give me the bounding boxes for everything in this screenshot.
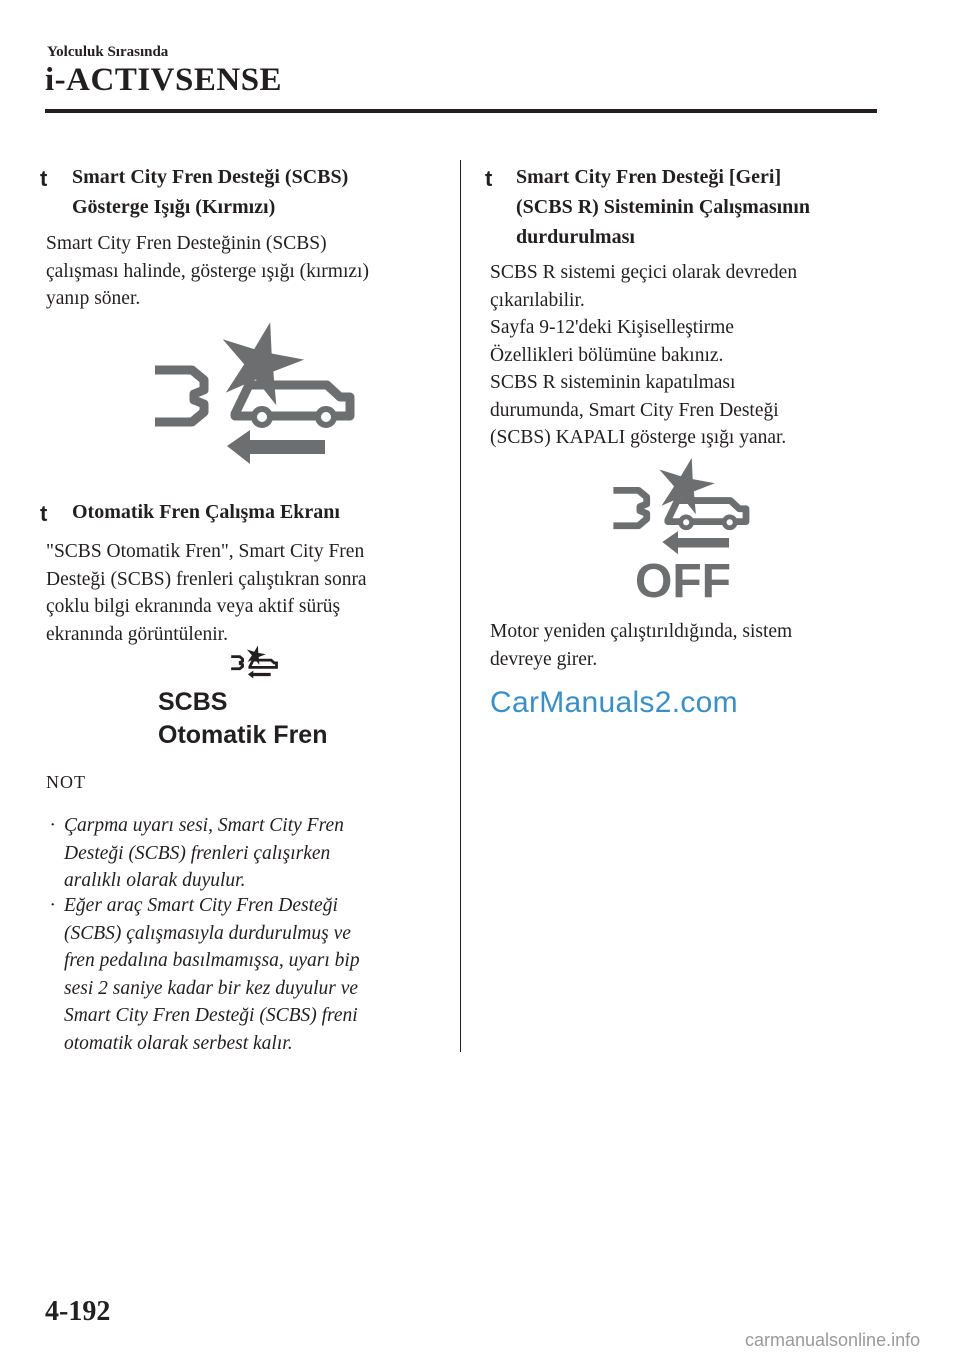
section-bullet: t: [485, 166, 493, 191]
note-line: sesi 2 saniye kadar bir kez duyulur ve: [64, 977, 359, 999]
note-line: otomatik olarak serbest kalır.: [64, 1032, 293, 1054]
page-number: 4-192: [45, 1296, 111, 1327]
note-line: Çarpma uyarı sesi, Smart City Fren: [64, 815, 344, 836]
section-heading: durdurulması: [516, 226, 635, 248]
note-item: [64, 812, 444, 895]
section-title: Yolculuk Sırasında: [47, 44, 169, 60]
note-line: aralıklı olarak duyulur.: [64, 870, 246, 891]
body-paragraph: Motor yeniden çalıştırıldığında, sistem devreye girer.: [490, 621, 793, 670]
scbs-off-icon: [608, 455, 758, 603]
body-paragraph: SCBS R sistemi geçici olarak devreden çıkarılabilir. Sayfa 9-12'deki Kişiselleştirme Özellikleri bölümüne bakınız. SCBS R sisteminin kapatılması durumunda, Smart City Fren Desteği (SCBS) KAPALI gösterge ışığı yanar.: [490, 262, 798, 448]
page-title: i-ACTIVSENSE: [45, 62, 283, 98]
body-paragraph: Smart City Fren Desteğinin (SCBS) çalışması halinde, gösterge ışığı (kırmızı) yanıp söner.: [46, 233, 369, 309]
footer-watermark: carmanualsonline.info: [745, 1330, 921, 1350]
section-heading: Smart City Fren Desteği (SCBS): [72, 166, 349, 188]
section-heading: Smart City Fren Desteği [Geri]: [516, 166, 782, 188]
header-rule: [45, 109, 877, 113]
section-bullet: t: [40, 501, 48, 526]
section-bullet: t: [40, 166, 48, 191]
display-text: SCBS: [158, 688, 228, 716]
display-text: Otomatik Fren: [158, 721, 328, 749]
note-line: Eğer araç Smart City Fren Desteği: [64, 895, 338, 916]
note-line: (SCBS) çalışmasıyla durdurulmuş ve: [64, 922, 351, 944]
section-heading: Otomatik Fren Çalışma Ekranı: [72, 501, 340, 523]
note-line: Desteği (SCBS) frenleri çalışırken: [64, 842, 331, 864]
watermark-text: CarManuals2.com: [490, 686, 738, 719]
off-label: OFF: [635, 555, 731, 603]
scbs-indicator-icon: [150, 318, 365, 468]
section-heading: (SCBS R) Sisteminin Çalışmasının: [516, 196, 810, 218]
note-line: Smart City Fren Desteği (SCBS) freni: [64, 1005, 358, 1026]
note-item: [64, 892, 444, 1057]
note-bullet: ·: [50, 815, 55, 836]
scbs-small-icon: [230, 644, 280, 680]
section-heading: Gösterge Işığı (Kırmızı): [72, 196, 276, 218]
column-divider: [460, 160, 461, 1052]
note-bullet: ·: [50, 895, 55, 916]
note-label: NOT: [46, 772, 86, 792]
note-line: fren pedalına basılmamışsa, uyarı bip: [64, 950, 360, 971]
body-paragraph: "SCBS Otomatik Fren", Smart City Fren Desteği (SCBS) frenleri çalıştıkran sonra çoklu bilgi ekranında veya aktif sürüş ekranında görüntülenir.: [46, 541, 367, 645]
